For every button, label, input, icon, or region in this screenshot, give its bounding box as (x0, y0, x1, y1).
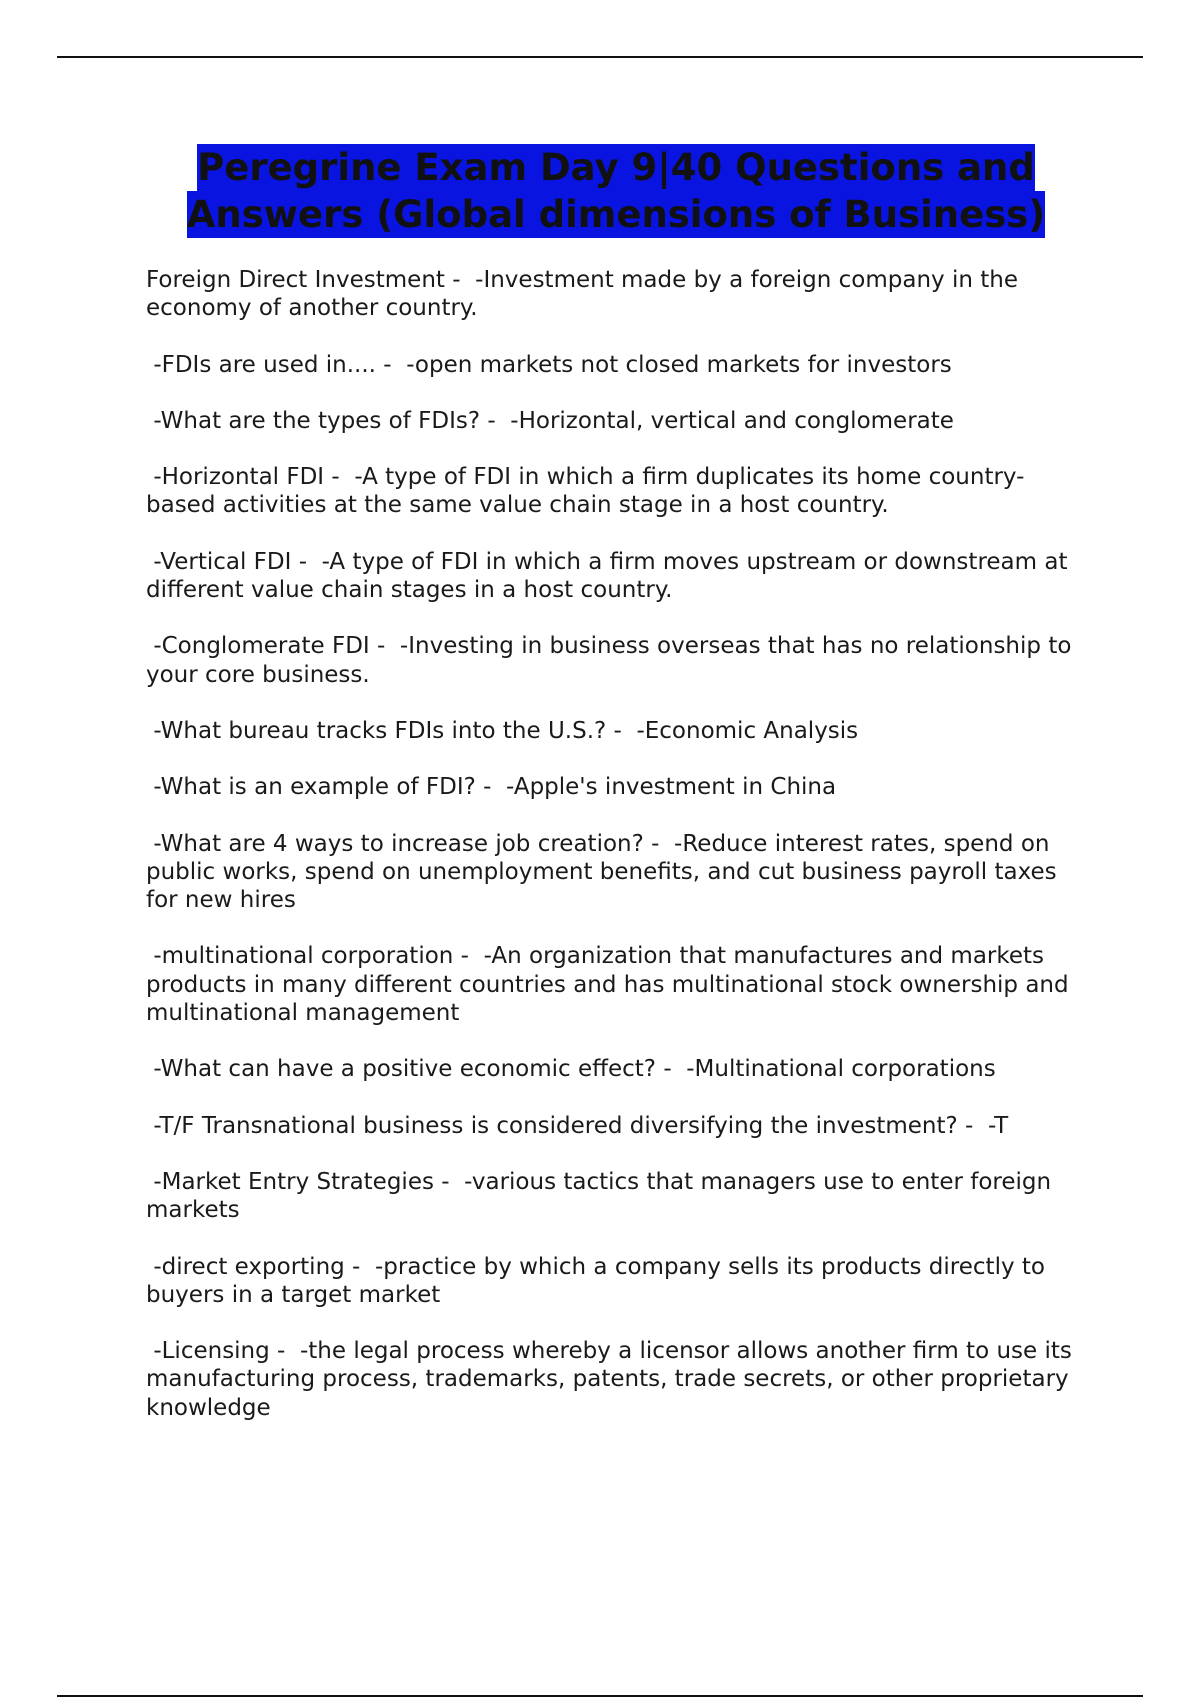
qa-item: -What can have a positive economic effect? - -Multinational corporations (146, 1056, 996, 1083)
qa-item: Foreign Direct Investment - -Investment made by a foreign company in the economy of another country. (146, 267, 1026, 322)
qa-item: -Horizontal FDI - -A type of FDI in which a firm duplicates its home country-based activities at the same value chain stage in a host country. (146, 464, 1025, 519)
title-block (146, 144, 1086, 238)
qa-item: -multinational corporation - -An organization that manufactures and markets products in many different countries and has multinational stock ownership and multinational management (146, 943, 1076, 1027)
qa-item: -What bureau tracks FDIs into the U.S.? - -Economic Analysis (146, 717, 859, 744)
qa-item: -FDIs are used in.... - -open markets not closed markets for investors (146, 351, 952, 378)
qa-item: -Conglomerate FDI - -Investing in business overseas that has no relationship to your core business. (146, 633, 1079, 688)
qa-item: -direct exporting - -practice by which a company sells its products directly to buyers in a target market (146, 1253, 1053, 1308)
qa-list (146, 266, 1091, 1450)
document-title: Peregrine Exam Day 9|40 Questions and Answers (Global dimensions of Business) (186, 146, 1046, 236)
qa-item: -What is an example of FDI? - -Apple's investment in China (146, 774, 837, 801)
qa-item: -T/F Transnational business is considered diversifying the investment? - -T (146, 1112, 1009, 1139)
qa-item: -Licensing - -the legal process whereby a licensor allows another firm to use its manufacturing process, trademarks, patents, trade secrets, or other proprietary knowledge (146, 1338, 1080, 1421)
qa-item: -What are 4 ways to increase job creation? - -Reduce interest rates, spend on public works, spend on unemployment benefits, and cut business payroll taxes for new hires (146, 830, 1064, 914)
bottom-rule (57, 1695, 1143, 1697)
qa-item: -Market Entry Strategies - -various tactics that managers use to enter foreign markets (146, 1168, 1059, 1224)
qa-item: -What are the types of FDIs? - -Horizontal, vertical and conglomerate (146, 407, 954, 434)
qa-item: -Vertical FDI - -A type of FDI in which a firm moves upstream or downstream at different value chain stages in a host country. (146, 548, 1075, 604)
top-rule (57, 56, 1143, 58)
